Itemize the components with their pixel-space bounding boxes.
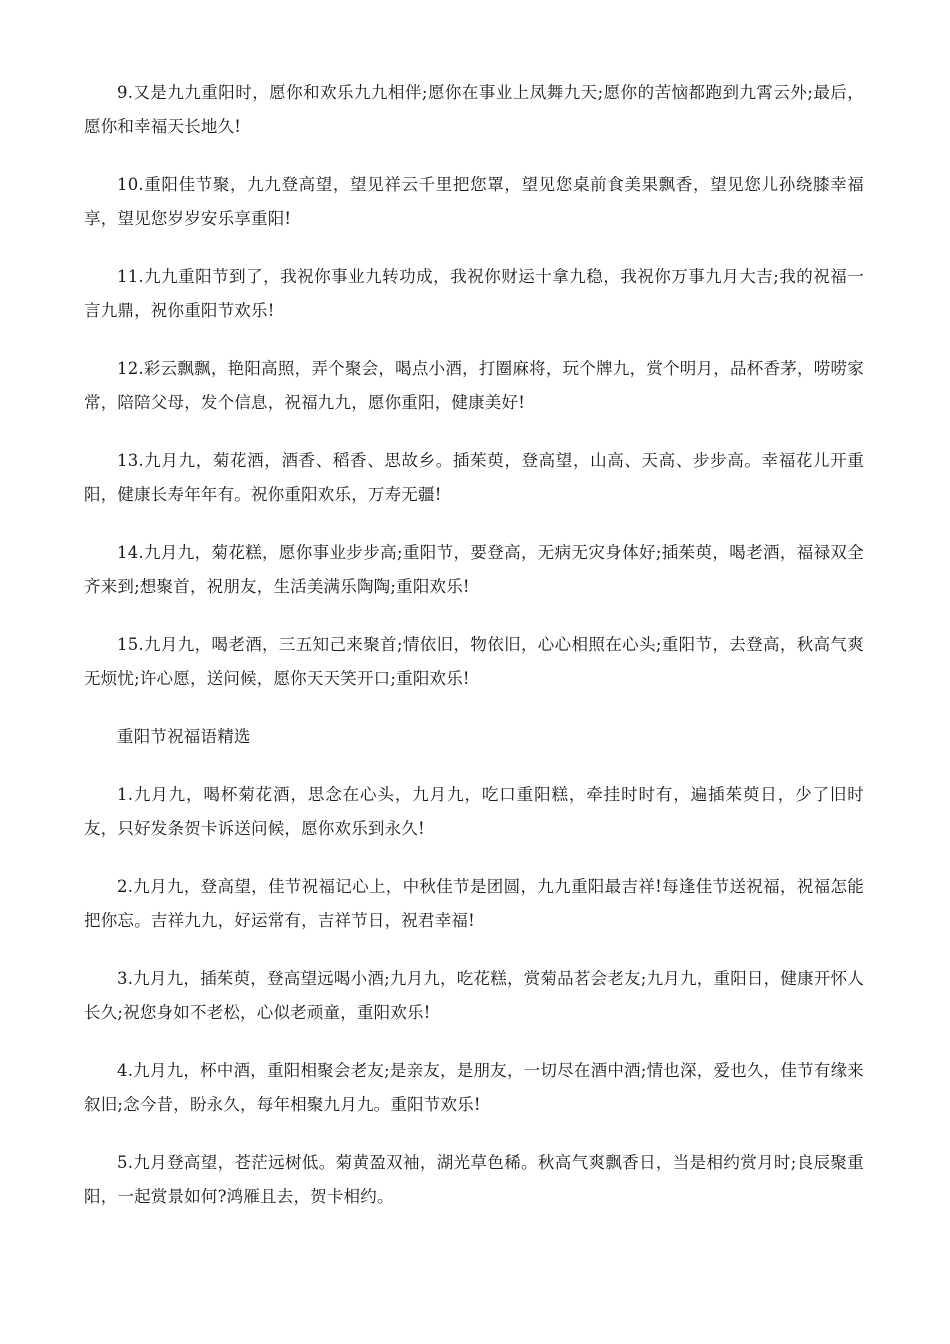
paragraph-item-4: 4.九月九，杯中酒，重阳相聚会老友;是亲友，是朋友，一切尽在酒中酒;情也深，爱也久，佳节有缘来叙旧;念今昔，盼永久，每年相聚九月九。重阳节欢乐!	[84, 1061, 864, 1114]
paragraph-gap	[84, 846, 864, 870]
paragraph-item-9: 9.又是九九重阳时，愿你和欢乐九九相伴;愿你在事业上凤舞九天;愿你的苦恼都跑到九霄云外;最后，愿你和幸福天长地久!	[84, 83, 864, 136]
paragraph-gap	[84, 512, 864, 536]
top-margin	[84, 0, 864, 76]
paragraph-gap	[84, 328, 864, 352]
paragraph-item-15: 15.九月九，喝老酒，三五知己来聚首;情依旧，物依旧，心心相照在心头;重阳节，去登高，秋高气爽无烦忧;许心愿，送问候，愿你天天笑开口;重阳欢乐!	[84, 635, 864, 688]
paragraph-item-11: 11.九九重阳节到了，我祝你事业九转功成，我祝你财运十拿九稳，我祝你万事九月大吉;我的祝福一言九鼎，祝你重阳节欢乐!	[84, 267, 864, 320]
paragraph-gap	[84, 144, 864, 168]
paragraph-item-10: 10.重阳佳节聚，九九登高望，望见祥云千里把您罩，望见您桌前食美果飘香，望见您儿孙绕膝幸福享，望见您岁岁安乐享重阳!	[84, 175, 864, 228]
paragraph-gap	[84, 604, 864, 628]
section-heading: 重阳节祝福语精选	[117, 727, 251, 746]
paragraph-item-14: 14.九月九，菊花糕，愿你事业步步高;重阳节，要登高，无病无灾身体好;插茱萸，喝老酒，福禄双全齐来到;想聚首，祝朋友，生活美满乐陶陶;重阳欢乐!	[84, 543, 864, 596]
paragraph-gap	[84, 1030, 864, 1054]
paragraph-gap	[84, 420, 864, 444]
paragraph-item-13: 13.九月九，菊花酒，酒香、稻香、思故乡。插茱萸，登高望，山高、天高、步步高。幸福花儿开重阳，健康长寿年年有。祝你重阳欢乐，万寿无疆!	[84, 451, 864, 504]
paragraph-gap	[84, 1122, 864, 1146]
paragraph-gap	[84, 754, 864, 778]
paragraph-gap	[84, 938, 864, 962]
paragraph-item-2: 2.九月九，登高望，佳节祝福记心上，中秋佳节是团圆，九九重阳最吉祥!每逢佳节送祝福，祝福怎能把你忘。吉祥九九，好运常有，吉祥节日，祝君幸福!	[84, 877, 864, 930]
paragraph-item-1: 1.九月九，喝杯菊花酒，思念在心头，九月九，吃口重阳糕，牵挂时时有，遍插茱萸日，少了旧时友，只好发条贺卡诉送问候，愿你欢乐到永久!	[84, 785, 864, 838]
paragraph-item-5: 5.九月登高望，苍茫远树低。菊黄盈双袖，湖光草色稀。秋高气爽飘香日，当是相约赏月时;良辰聚重阳，一起赏景如何?鸿雁且去，贺卡相约。	[84, 1153, 864, 1206]
paragraph-gap	[84, 696, 864, 720]
paragraph-item-12: 12.彩云飘飘，艳阳高照，弄个聚会，喝点小酒，打圈麻将，玩个牌九，赏个明月，品杯香茅，唠唠家常，陪陪父母，发个信息，祝福九九，愿你重阳，健康美好!	[84, 359, 864, 412]
paragraph-item-3: 3.九月九，插茱萸，登高望远喝小酒;九月九，吃花糕，赏菊品茗会老友;九月九，重阳日，健康开怀人长久;祝您身如不老松，心似老顽童，重阳欢乐!	[84, 969, 864, 1022]
paragraph-gap	[84, 236, 864, 260]
